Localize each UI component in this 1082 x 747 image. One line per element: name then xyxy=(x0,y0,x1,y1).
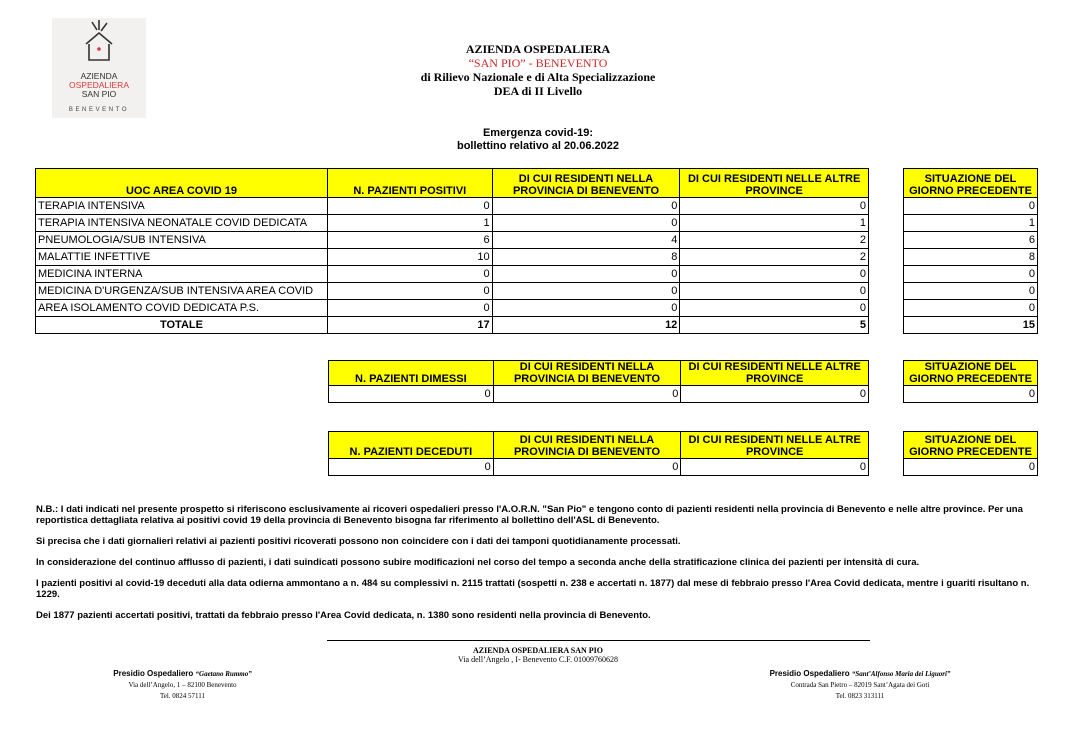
subtitle-date: bollettino relativo al 20.06.2022 xyxy=(456,140,619,152)
header-positive-count: N. PAZIENTI POSITIVI xyxy=(327,169,492,198)
table-row xyxy=(904,249,1038,266)
note-paragraph: Si precisa che i dati giornalieri relativi ai pazienti positivi ricoverati possono non coincidere con i dati dei tamponi quotidianamente processati. xyxy=(36,536,681,547)
header-residents-other: DI CUI RESIDENTI NELLE ALTRE PROVINCE xyxy=(681,361,869,386)
table-total-row xyxy=(904,317,1038,334)
logo-text-ospedaliera: OSPEDALIERA xyxy=(69,80,129,90)
table-row xyxy=(329,459,869,476)
presidio-title xyxy=(95,668,270,680)
header-residents-other: DI CUI RESIDENTI NELLE ALTRE PROVINCE xyxy=(681,432,869,459)
benevento-count: 0 xyxy=(492,266,680,283)
subtitle-emergency: Emergenza covid-19: xyxy=(482,127,594,139)
discharged-other: 0 xyxy=(681,386,869,403)
header-dea-level: DEA di II Livello xyxy=(493,84,583,98)
table-row xyxy=(36,232,869,249)
presidio-name: “Sant’Alfonso Maria dei Liguori” xyxy=(851,670,951,678)
positive-count: 0 xyxy=(327,300,492,317)
header-previous-day: SITUAZIONE DEL GIORNO PRECEDENTE xyxy=(904,432,1038,459)
positive-count: 1 xyxy=(327,215,492,232)
ward-name: MALATTIE INFETTIVE xyxy=(36,249,328,266)
table-header-row xyxy=(904,169,1038,198)
ward-name: PNEUMOLOGIA/SUB INTENSIVA xyxy=(36,232,328,249)
previous-day-count: 8 xyxy=(904,249,1038,266)
total-label: TOTALE xyxy=(36,317,328,334)
table-row xyxy=(36,300,869,317)
positive-count: 0 xyxy=(327,283,492,300)
previous-day-count: 0 xyxy=(904,300,1038,317)
note-paragraph: In considerazione del continuo afflusso di pazienti, i dati suindicati possono subire modificazioni nel corso del tempo a seconda anche della stratificazione clinica dei pazienti per intensità di cura. xyxy=(36,557,920,568)
note-paragraph: Dei 1877 pazienti accertati positivi, trattati da febbraio presso l'Area Covid dedicata, n. 1380 sono residenti nella provincia di Benevento. xyxy=(36,610,651,621)
benevento-count: 0 xyxy=(492,215,680,232)
table-row xyxy=(36,198,869,215)
previous-day-positive-table xyxy=(903,168,1038,334)
other-provinces-count: 0 xyxy=(680,198,869,215)
table-header-row xyxy=(904,361,1038,386)
presidio-title xyxy=(750,668,970,680)
positive-count: 6 xyxy=(327,232,492,249)
total-previous-day: 15 xyxy=(904,317,1038,334)
logo-text-azienda: AZIENDA xyxy=(80,71,118,81)
presidio-name: “Gaetano Rummo” xyxy=(195,670,252,678)
discharged-previous-day: 0 xyxy=(904,386,1038,403)
previous-day-count: 6 xyxy=(904,232,1038,249)
table-row xyxy=(904,459,1038,476)
previous-day-deceased-table xyxy=(903,431,1038,476)
header-previous-day: SITUAZIONE DEL GIORNO PRECEDENTE xyxy=(904,361,1038,386)
header-deceased-count: N. PAZIENTI DECEDUTI xyxy=(329,432,494,459)
ward-name: MEDICINA D'URGENZA/SUB INTENSIVA AREA COVID xyxy=(36,283,328,300)
ward-name: MEDICINA INTERNA xyxy=(36,266,328,283)
table-header-row xyxy=(329,361,869,386)
positive-count: 0 xyxy=(327,266,492,283)
house-logo-icon xyxy=(82,20,116,70)
table-row xyxy=(904,198,1038,215)
discharged-benevento: 0 xyxy=(493,386,681,403)
footer-left-presidio xyxy=(95,668,270,702)
header-previous-day: SITUAZIONE DEL GIORNO PRECEDENTE xyxy=(904,169,1038,198)
table-total-row xyxy=(36,317,869,334)
ward-name: TERAPIA INTENSIVA xyxy=(36,198,328,215)
previous-day-discharged-table xyxy=(903,360,1038,403)
benevento-count: 0 xyxy=(492,198,680,215)
benevento-count: 4 xyxy=(492,232,680,249)
header-residents-benevento: DI CUI RESIDENTI NELLA PROVINCIA DI BENEVENTO xyxy=(493,361,681,386)
note-paragraph: N.B.: I dati indicati nel presente prospetto si riferiscono esclusivamente ai ricoveri ospedalieri presso l'A.O.R.N. "San Pio" e tengono conto di pazienti residenti nella provincia di Benevento e nelle altre province. Per una reportistica dettagliata relativa ai positivi covid 19 della provincia di Benevento bisogna far riferimento al bollettino dell'ASL di Benevento. xyxy=(36,504,1023,526)
bulletin-notes xyxy=(36,504,1046,631)
total-benevento: 12 xyxy=(492,317,680,334)
benevento-count: 8 xyxy=(492,249,680,266)
benevento-count: 0 xyxy=(492,283,680,300)
positive-count: 0 xyxy=(327,198,492,215)
header-discharged-count: N. PAZIENTI DIMESSI xyxy=(329,361,494,386)
footer-company-address: Via dell’Angelo , I- Benevento C.F. 01009760628 xyxy=(458,655,618,664)
table-header-row xyxy=(36,169,869,198)
presidio-address: Contrada San Pietro – 82019 Sant’Agata dei Goti xyxy=(790,681,930,689)
discharged-patients-table xyxy=(328,360,869,403)
presidio-address: Via dell’Angelo, 1 – 82100 Benevento xyxy=(128,681,237,689)
other-provinces-count: 0 xyxy=(680,283,869,300)
table-header-row xyxy=(329,432,869,459)
document-header xyxy=(350,42,726,98)
table-row xyxy=(36,283,869,300)
note-paragraph: I pazienti positivi al covid-19 deceduti alla data odierna ammontano a n. 484 su complessivi n. 2115 trattati (sospetti n. 238 e accertati n. 1877) dal mese di febbraio presso l'Area Covid dedicata, mentre i guariti risultano n. 1229. xyxy=(36,578,1030,600)
header-qualification: di Rilievo Nazionale e di Alta Specializzazione xyxy=(420,70,656,84)
deceased-other: 0 xyxy=(681,459,869,476)
total-other: 5 xyxy=(680,317,869,334)
header-title: AZIENDA OSPEDALIERA xyxy=(465,42,611,56)
table-row xyxy=(904,215,1038,232)
footer-center xyxy=(330,646,746,664)
positive-count: 10 xyxy=(327,249,492,266)
presidio-phone: Tel. 0824 57111 xyxy=(159,692,206,700)
footer-right-presidio xyxy=(750,668,970,702)
hospital-logo xyxy=(52,18,146,118)
previous-day-count: 1 xyxy=(904,215,1038,232)
footer-divider xyxy=(327,640,870,641)
benevento-count: 0 xyxy=(492,300,680,317)
table-row xyxy=(36,249,869,266)
presidio-prefix: Presidio Ospedaliero xyxy=(113,669,196,678)
table-row xyxy=(904,283,1038,300)
table-row xyxy=(36,266,869,283)
logo-text-benevento: BENEVENTO xyxy=(68,107,130,113)
table-row xyxy=(904,232,1038,249)
presidio-prefix: Presidio Ospedaliero xyxy=(769,669,852,678)
logo-text-san-pio: SAN PIO xyxy=(81,89,117,99)
other-provinces-count: 0 xyxy=(680,300,869,317)
other-provinces-count: 2 xyxy=(680,232,869,249)
deceased-benevento: 0 xyxy=(493,459,681,476)
table-row xyxy=(329,386,869,403)
table-row xyxy=(904,300,1038,317)
deceased-patients-table xyxy=(328,431,869,476)
table-row xyxy=(904,266,1038,283)
ward-name: AREA ISOLAMENTO COVID DEDICATA P.S. xyxy=(36,300,328,317)
header-hospital-name: “SAN PIO” - BENEVENTO xyxy=(468,56,608,70)
deceased-previous-day: 0 xyxy=(904,459,1038,476)
presidio-phone: Tel. 0823 313111 xyxy=(835,692,885,700)
positive-patients-table xyxy=(35,168,869,334)
previous-day-count: 0 xyxy=(904,198,1038,215)
deceased-count: 0 xyxy=(329,459,494,476)
other-provinces-count: 2 xyxy=(680,249,869,266)
previous-day-count: 0 xyxy=(904,266,1038,283)
header-residents-other: DI CUI RESIDENTI NELLE ALTRE PROVINCE xyxy=(680,169,869,198)
bulletin-subtitle xyxy=(400,127,676,153)
header-uoc: UOC AREA COVID 19 xyxy=(36,169,328,198)
other-provinces-count: 0 xyxy=(680,266,869,283)
table-header-row xyxy=(904,432,1038,459)
header-residents-benevento: DI CUI RESIDENTI NELLA PROVINCIA DI BENEVENTO xyxy=(492,169,680,198)
footer-company-name: AZIENDA OSPEDALIERA SAN PIO xyxy=(472,646,604,655)
discharged-count: 0 xyxy=(329,386,494,403)
table-row xyxy=(36,215,869,232)
total-positive: 17 xyxy=(327,317,492,334)
previous-day-count: 0 xyxy=(904,283,1038,300)
table-row xyxy=(904,386,1038,403)
header-residents-benevento: DI CUI RESIDENTI NELLA PROVINCIA DI BENEVENTO xyxy=(493,432,681,459)
other-provinces-count: 1 xyxy=(680,215,869,232)
ward-name: TERAPIA INTENSIVA NEONATALE COVID DEDICATA xyxy=(36,215,328,232)
